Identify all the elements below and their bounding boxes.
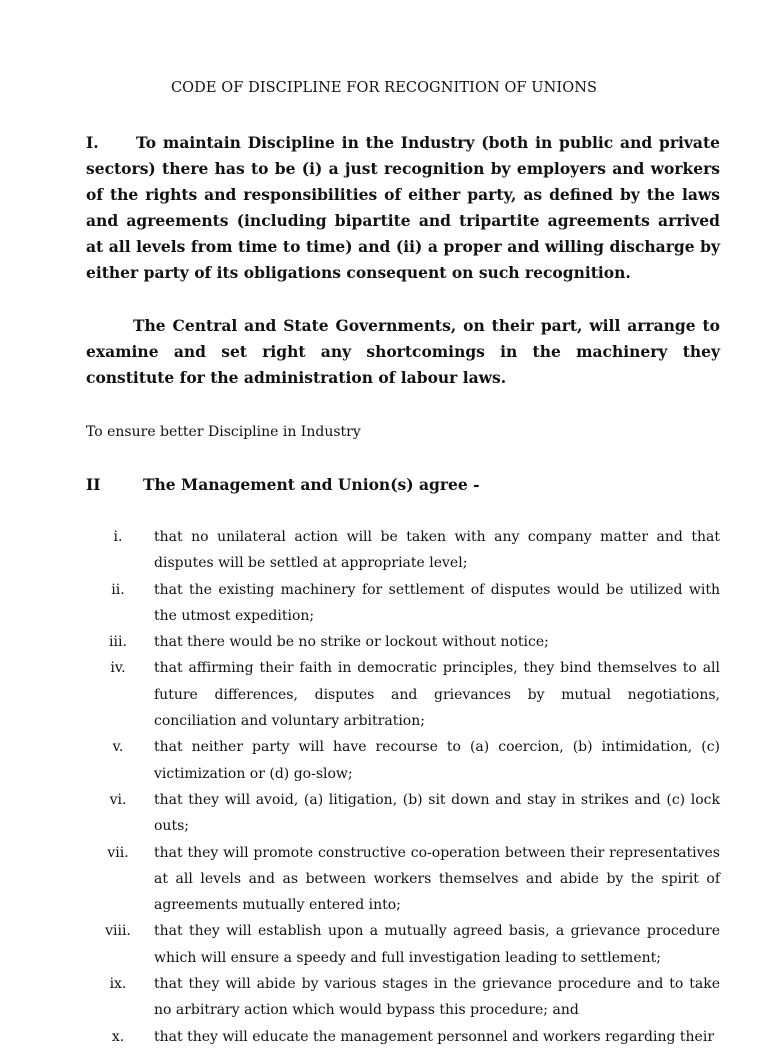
- list-item-number: vi.: [109, 791, 127, 808]
- list-item-number: iii.: [109, 634, 127, 651]
- list-item-text: that no unilateral action will be taken with any company matter and that disputes will be settled at appropriate level;: [154, 529, 720, 572]
- section-1-paragraph-1-text: To maintain Discipline in the Industry (both in public and private sectors) there has to be (i) a just recognition by employers and workers of the rights and responsibilities of either party, as defined by the laws and agreements (including bipartite and tripartite agreements arrived at all levels from time to time) and (ii) a proper and willing discharge by either party of its obligations consequent on such recognition.: [86, 133, 720, 282]
- section-1-number: I.: [86, 133, 99, 152]
- list-item-number: vii.: [107, 844, 129, 861]
- list-item-text: that they will avoid, (a) litigation, (b) sit down and stay in strikes and (c) lock outs;: [154, 791, 720, 835]
- section-1-paragraph-2: The Central and State Governments, on their part, will arrange to examine and set right any shortcomings in the machinery they constitute for the administration of labour laws.: [86, 316, 720, 387]
- list-item: [0, 524, 768, 577]
- list-item-text: that neither party will have recourse to (a) coercion, (b) intimidation, (c) victimization or (d) go-slow;: [154, 739, 720, 782]
- list-item-text: that the existing machinery for settlement of disputes would be utilized with the utmost expedition;: [154, 581, 720, 624]
- list-item: [0, 655, 768, 734]
- list-item: [0, 918, 768, 971]
- list-item-text: that they will educate the management personnel and workers regarding their: [154, 1028, 715, 1045]
- list-item: [0, 734, 768, 787]
- section-2-number: II: [86, 475, 101, 494]
- list-item: [0, 1024, 768, 1050]
- list-item: [0, 787, 768, 840]
- list-item: [0, 840, 768, 919]
- list-item-number: i.: [113, 529, 123, 545]
- list-item: [0, 629, 768, 655]
- section-1-paragraph-1: [86, 130, 720, 286]
- list-item-number: ii.: [111, 581, 125, 598]
- list-item: [0, 577, 768, 630]
- section-2-heading: The Management and Union(s) agree -: [143, 475, 480, 494]
- list-item-text: that affirming their faith in democratic principles, they bind themselves to all future differences, disputes and grievances by mutual negotiations, conciliation and voluntary arbitration;: [154, 660, 720, 730]
- list-item-number: x.: [111, 1028, 125, 1045]
- agreement-list: [0, 524, 768, 1050]
- list-item-number: ix.: [109, 976, 127, 993]
- list-item-number: viii.: [105, 923, 131, 940]
- list-item-text: that they will abide by various stages in the grievance procedure and to take no arbitrary action which would bypass this procedure; and: [154, 976, 720, 1019]
- document-title: CODE OF DISCIPLINE FOR RECOGNITION OF UNIONS: [170, 80, 598, 96]
- list-item: [0, 971, 768, 1024]
- list-item-text: that they will establish upon a mutually agreed basis, a grievance procedure which will ensure a speedy and full investigation leading to settlement;: [154, 923, 720, 966]
- list-item-text: that there would be no strike or lockout without notice;: [154, 634, 549, 651]
- list-item-number: iv.: [110, 660, 126, 677]
- list-item-number: v.: [112, 739, 124, 756]
- list-item-text: that they will promote constructive co-operation between their representatives at all levels and as between workers themselves and abide by the spirit of agreements mutually entered into;: [154, 844, 720, 914]
- note-text: To ensure better Discipline in Industry: [86, 424, 361, 440]
